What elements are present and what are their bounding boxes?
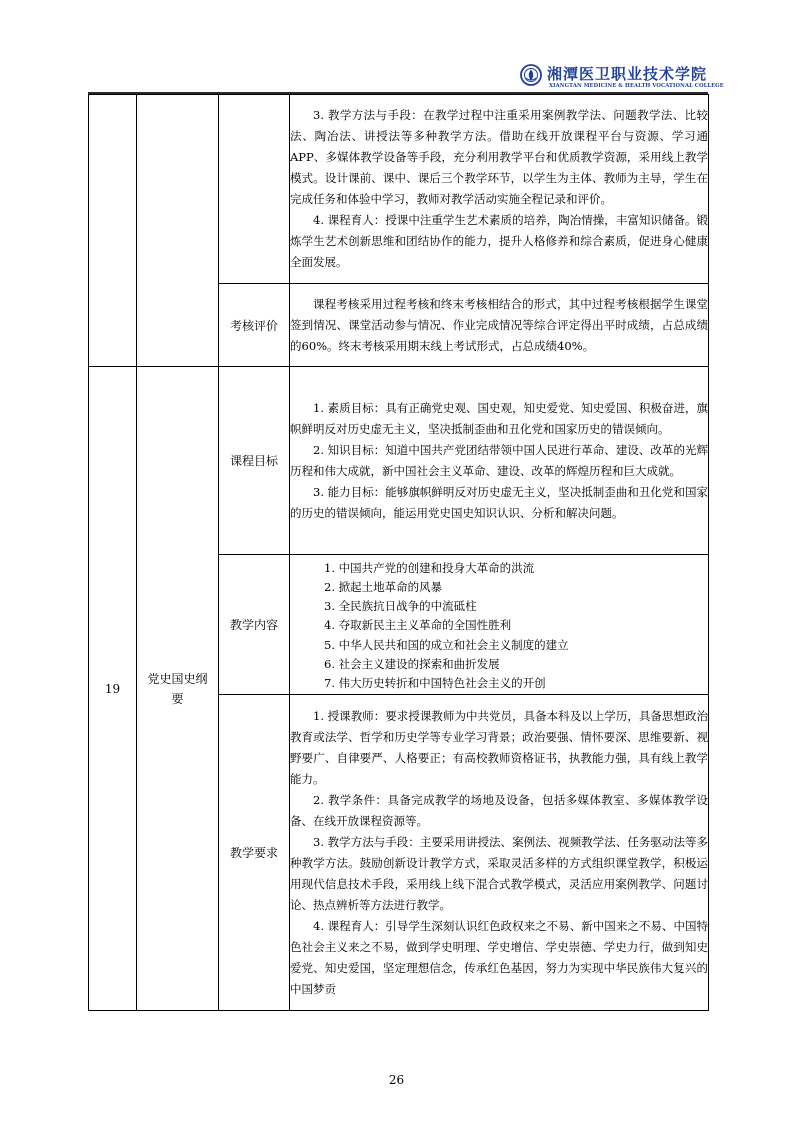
list-item: 2. 掀起土地革命的风暴 bbox=[324, 579, 443, 594]
paragraph: 课程考核采用过程考核和终末考核相结合的形式，其中过程考核根据学生课堂签到情况、课堂活动参与情况、作业完成情况等综合评定得出平时成绩，占总成绩的60%。终末考核采用期末线上考试形式，占总成绩40%。 bbox=[290, 296, 708, 353]
list-item: 4. 夺取新民主主义革命的全国性胜利 bbox=[324, 618, 512, 633]
paragraph: 4. 课程育人：引导学生深刻认识红色政权来之不易、新中国来之不易、中国特色社会主义来之不易，做到学史明理、学史增信、学史崇德、学史力行，做到知史爱党、知史爱国，坚定理想信念，传承红色基因，努力为实现中华民族伟大复兴的中国梦贡 bbox=[290, 918, 708, 996]
paragraph: 2. 教学条件：具备完成教学的场地及设备，包括多媒体教室、多媒体教学设备、在线开放课程资源等。 bbox=[290, 792, 708, 828]
list-item: 5. 中华人民共和国的成立和社会主义制度的建立 bbox=[324, 637, 569, 652]
list-item: 7. 伟大历史转折和中国特色社会主义的开创 bbox=[324, 676, 546, 690]
objectives-cell bbox=[290, 367, 709, 555]
school-name-en: XIANGTAN MEDICINE & HEALTH VOCATIONAL COLLEGE bbox=[549, 83, 724, 89]
paragraph: 3. 教学方法与手段：主要采用讲授法、案例法、视频教学法、任务驱动法等多种教学方法。鼓励创新设计教学方式，采取灵活多样的方式组织课堂教学，积极运用现代信息技术手段，采用线上线下混合式教学模式，灵活应用案例教学、问题讨论、热点辨析等方法进行教学。 bbox=[290, 834, 708, 912]
college-logo-icon bbox=[520, 64, 542, 86]
requirements-label-cell bbox=[219, 95, 290, 284]
course-name-text: 党史国史纲要 bbox=[147, 671, 208, 706]
table-row bbox=[89, 367, 709, 555]
page-number: 26 bbox=[388, 1073, 405, 1087]
list-item: 3. 全民族抗日战争的中流砥柱 bbox=[324, 599, 477, 614]
list-item: 1. 中国共产党的创建和投身大革命的洪流 bbox=[324, 560, 535, 575]
objectives-label: 课程目标 bbox=[219, 367, 290, 555]
course-name bbox=[137, 367, 219, 1011]
requirements-label: 教学要求 bbox=[219, 695, 290, 1011]
paragraph: 1. 授课教师：要求授课教师为中共党员，具备本科及以上学历，具备思想政治教育或法学、哲学和历史学等专业学习背景；政治要强、情怀要深、思维要新、视野要广、自律要严、人格要正；有高校教师资格证书，执教能力强，具有线上教学能力。 bbox=[290, 708, 708, 786]
assessment-label: 考核评价 bbox=[219, 284, 290, 367]
paragraph: 3. 能力目标：能够旗帜鲜明反对历史虚无主义，坚决抵制歪曲和丑化党和国家的历史的错误倾向，能运用党史国史知识认识、分析和解决问题。 bbox=[290, 484, 708, 520]
paragraph: 3. 教学方法与手段：在教学过程中注重采用案例教学法、问题教学法、比较法、陶冶法、讲授法等多种教学方法。借助在线开放课程平台与资源、学习通APP、多媒体教学设备等手段，充分利用教学平台和优质教学资源，采用线上教学模式。设计课前、课中、课后三个教学环节，以学生为主体、教师为主导，学生在完成任务和体验中学习，教师对教学活动实施全程记录和评价。 bbox=[290, 108, 708, 206]
content-label: 教学内容 bbox=[219, 555, 290, 695]
row-number-cell bbox=[89, 95, 137, 367]
assessment-cell bbox=[290, 284, 709, 367]
paragraph: 2. 知识目标：知道中国共产党团结带领中国人民进行革命、建设、改革的光辉历程和伟大成就，新中国社会主义革命、建设、改革的辉煌历程和巨大成就。 bbox=[290, 442, 708, 478]
course-table bbox=[88, 94, 709, 1011]
paragraph: 1. 素质目标：具有正确党史观、国史观，知史爱党、知史爱国、积极奋进，旗帜鲜明反对历史虚无主义，坚决抵制歪曲和丑化党和国家历史的错误倾向。 bbox=[290, 400, 708, 436]
list-item: 6. 社会主义建设的探索和曲折发展 bbox=[324, 656, 500, 671]
row-number: 19 bbox=[89, 367, 137, 1011]
requirements-cell bbox=[290, 695, 709, 1011]
requirements-cont-cell bbox=[290, 95, 709, 284]
table-row bbox=[89, 95, 709, 284]
content-cell bbox=[290, 555, 709, 695]
course-name-cell bbox=[137, 95, 219, 367]
school-name-cn: 湘潭医卫职业技术学院 bbox=[547, 65, 708, 83]
paragraph: 4. 课程育人：授课中注重学生艺术素质的培养，陶冶情操，丰富知识储备。锻炼学生艺术创新思维和团结协作的能力，提升人格修养和综合素质，促进身心健康全面发展。 bbox=[290, 213, 708, 269]
